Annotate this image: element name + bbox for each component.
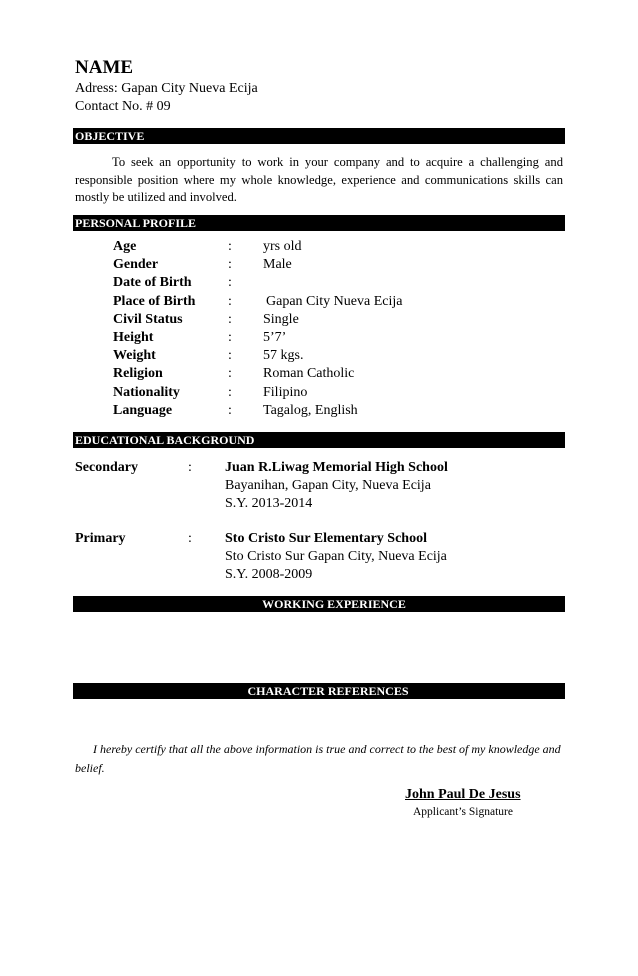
profile-value: 57 kgs.: [263, 348, 304, 364]
profile-value: 5’7’: [263, 329, 287, 345]
profile-label: Age: [113, 239, 137, 254]
profile-colon: :: [228, 329, 232, 345]
profile-colon: :: [228, 293, 232, 309]
primary-school-year: S.Y. 2008-2009: [225, 567, 313, 582]
character-references-title: CHARACTER REFERENCES: [247, 684, 409, 698]
primary-school-address: Sto Cristo Sur Gapan City, Nueva Ecija: [225, 549, 447, 564]
signatory-name: John Paul De Jesus: [405, 787, 521, 802]
profile-colon: :: [228, 384, 232, 400]
profile-value: Filipino: [263, 384, 308, 400]
profile-colon: :: [228, 257, 232, 273]
profile-value: Gapan City Nueva Ecija: [266, 293, 403, 309]
profile-label: Civil Status: [113, 311, 183, 327]
address-line: Adress: Gapan City Nueva Ecija: [75, 81, 258, 96]
secondary-label: Secondary: [75, 460, 138, 475]
primary-school-name: Sto Cristo Sur Elementary School: [225, 531, 427, 546]
secondary-school-address: Bayanihan, Gapan City, Nueva Ecija: [225, 478, 431, 493]
working-experience-title: WORKING EXPERIENCE: [262, 597, 406, 611]
profile-value: Roman Catholic: [263, 366, 355, 382]
secondary-colon: :: [188, 460, 192, 475]
certification-paragraph: [75, 740, 565, 778]
profile-colon: :: [228, 348, 232, 364]
profile-label: Nationality: [113, 384, 180, 400]
profile-colon: :: [228, 402, 232, 418]
profile-value: yrs old: [263, 239, 302, 254]
profile-colon: :: [228, 366, 232, 382]
applicant-name-heading: NAME: [75, 57, 134, 78]
profile-value: Male: [263, 257, 292, 273]
contact-line: Contact No. # 09: [75, 99, 171, 114]
profile-label: Date of Birth: [113, 275, 192, 291]
primary-label: Primary: [75, 531, 126, 546]
objective-section-bar: OBJECTIVE: [73, 128, 565, 144]
profile-label: Language: [113, 402, 173, 418]
working-experience-section-bar: [73, 596, 565, 612]
objective-text: To seek an opportunity to work in your company and to acquire a challenging and responsible position where my whole knowledge, experience and communications skills can mostly be utilized and involved.: [75, 155, 563, 204]
profile-label: Weight: [113, 348, 156, 364]
profile-colon: :: [228, 239, 232, 254]
profile-value: Single: [263, 311, 299, 327]
signature-caption: Applicant’s Signature: [413, 806, 513, 818]
profile-colon: :: [228, 275, 232, 291]
certification-text: I hereby certify that all the above information is true and correct to the best of my knowledge and belief.: [75, 742, 561, 775]
secondary-school-name: Juan R.Liwag Memorial High School: [225, 460, 448, 475]
profile-label: Height: [113, 329, 154, 345]
profile-colon: :: [228, 311, 232, 327]
profile-label: Place of Birth: [113, 293, 196, 309]
character-references-section-bar: [73, 683, 565, 699]
primary-colon: :: [188, 531, 192, 546]
personal-profile-section-bar: PERSONAL PROFILE: [73, 215, 565, 231]
secondary-school-year: S.Y. 2013-2014: [225, 496, 313, 511]
profile-value: Tagalog, English: [263, 402, 358, 418]
profile-label: Religion: [113, 366, 163, 382]
education-section-bar: EDUCATIONAL BACKGROUND: [73, 432, 565, 448]
profile-label: Gender: [113, 257, 159, 273]
objective-paragraph: [75, 154, 563, 207]
